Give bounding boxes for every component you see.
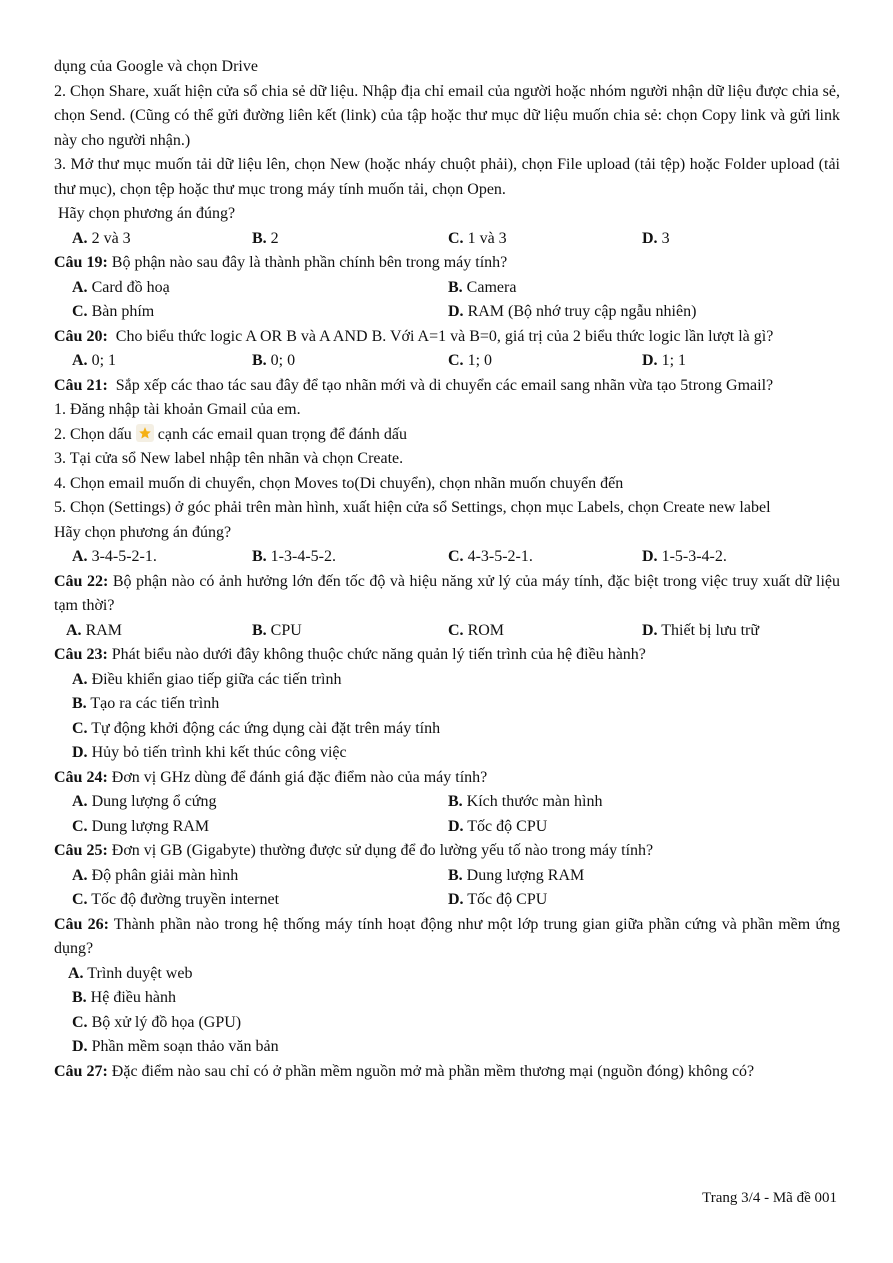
step-1: 1. Đăng nhập tài khoản Gmail của em. (54, 401, 301, 418)
question-26: Câu 26: Thành phần nào trong hệ thống máy tính hoạt động như một lớp trung gian giữa phần cứng và phần mềm ứng dụng? (54, 915, 841, 957)
question-19: Câu 19: Bộ phận nào sau đây là thành phần chính bên trong máy tính? (54, 254, 508, 271)
option-c: C. Dung lượng RAM (72, 817, 210, 835)
text-paragraph: 2. Chọn Share, xuất hiện cửa sổ chia sẻ dữ liệu. Nhập địa chỉ email của người hoặc nhóm người nhận dữ liệu được chia sẻ, chọn Send. (Cũng có thể gửi đường liên kết (link) của tập hoặc thư mục dữ liệu muốn chia sẻ: chọn Copy link và gửi link này cho người nhận.) (54, 82, 840, 149)
question-24: Câu 24: Đơn vị GHz dùng để đánh giá đặc điểm nào của máy tính? (54, 768, 488, 786)
options-row (54, 349, 840, 374)
question-25: Câu 25: Đơn vị GB (Gigabyte) thường được sử dụng để đo lường yếu tố nào trong máy tính? (54, 842, 654, 859)
options-row (54, 545, 840, 570)
option-b: B. Tạo ra các tiến trình (72, 695, 220, 712)
prompt-line: Hãy chọn phương án đúng? (54, 523, 232, 541)
option-b: B. CPU (252, 621, 302, 639)
star-icon (136, 424, 154, 442)
option-d: D. Thiết bị lưu trữ (642, 621, 760, 639)
options-row (54, 815, 840, 840)
question-22: Câu 22: Bộ phận nào có ảnh hưởng lớn đến tốc độ và hiệu năng xử lý của máy tính, đặc biệt trong việc truy xuất dữ liệu tạm thời? (54, 572, 840, 614)
question-20: Câu 20: Cho biểu thức logic A OR B và A AND B. Với A=1 và B=0, giá trị của 2 biểu thức logic lần lượt là gì? (54, 327, 774, 345)
option-a: A. 0; 1 (72, 352, 117, 369)
option-b: B. Kích thước màn hình (448, 793, 603, 810)
option-b: B. 2 (252, 229, 279, 247)
option-a: A. Độ phân giải màn hình (72, 866, 239, 884)
options-row (54, 300, 840, 325)
exam-page (54, 55, 840, 1084)
option-d: D. Tốc độ CPU (448, 891, 548, 908)
option-b: B. Hệ điều hành (72, 989, 176, 1006)
option-b: B. 1-3-4-5-2. (252, 548, 336, 565)
question-23: Câu 23: Phát biểu nào dưới đây không thuộc chức năng quản lý tiến trình của hệ điều hành? (54, 646, 646, 663)
step-5: 5. Chọn (Settings) ở góc phải trên màn hình, xuất hiện cửa sổ Settings, chọn mục Labels, chọn Create new label (54, 499, 771, 516)
options-row (54, 276, 840, 301)
option-c: C. Bàn phím (72, 303, 155, 320)
option-d: D. 1; 1 (642, 352, 687, 369)
option-d: D. Hủy bỏ tiến trình khi kết thúc công việc (72, 744, 347, 761)
option-d: D. 1-5-3-4-2. (642, 548, 727, 565)
option-c: C. Tự động khởi động các ứng dụng cài đặt trên máy tính (72, 719, 441, 737)
option-c: C. 1; 0 (448, 352, 493, 369)
option-c: C. 4-3-5-2-1. (448, 548, 533, 565)
option-c: C. ROM (448, 621, 505, 639)
option-a: A. Trình duyệt web (68, 964, 193, 982)
option-b: B. Camera (448, 278, 517, 296)
options-row (54, 790, 840, 815)
options-row (54, 227, 840, 252)
options-row (54, 619, 840, 644)
text-line: dụng của Google và chọn Drive (54, 58, 258, 75)
option-d: D. 3 (642, 229, 670, 247)
option-a: A. 3-4-5-2-1. (72, 548, 157, 565)
step-3: 3. Tại cửa sổ New label nhập tên nhãn và chọn Create. (54, 450, 404, 467)
text-paragraph: 3. Mở thư mục muốn tải dữ liệu lên, chọn New (hoặc nháy chuột phải), chọn File upload (tải tệp) hoặc Folder upload (tải thư mục), chọn tệp hoặc thư mục trong máy tính muốn tải, chọn Open. (54, 156, 840, 198)
options-row (54, 864, 840, 889)
option-a: A. Dung lượng ổ cứng (72, 793, 217, 810)
option-b: B. 0; 0 (252, 352, 296, 369)
option-d: D. Phần mềm soạn thảo văn bản (72, 1038, 279, 1055)
step-2: 2. Chọn dấu cạnh các email quan trọng để đánh dấu (54, 425, 408, 443)
options-row (54, 888, 840, 913)
option-c: C. Bộ xử lý đồ họa (GPU) (72, 1013, 242, 1031)
option-d: D. Tốc độ CPU (448, 817, 548, 835)
option-a: A. 2 và 3 (72, 229, 131, 247)
prompt-line: Hãy chọn phương án đúng? (54, 205, 236, 222)
option-b: B. Dung lượng RAM (448, 866, 585, 884)
option-a: A. Điều khiển giao tiếp giữa các tiến trình (72, 670, 342, 688)
option-c: C. 1 và 3 (448, 229, 507, 247)
option-d: D. RAM (Bộ nhớ truy cập ngẫu nhiên) (448, 303, 697, 320)
question-27: Câu 27: Đặc điểm nào sau chỉ có ở phần mềm nguồn mở mà phần mềm thương mại (nguồn đóng) không có? (54, 1062, 755, 1080)
step-4: 4. Chọn email muốn di chuyển, chọn Moves to(Di chuyển), chọn nhãn muốn chuyển đến (54, 474, 624, 492)
option-c: C. Tốc độ đường truyền internet (72, 891, 280, 908)
option-a: A. RAM (66, 621, 123, 639)
question-21: Câu 21: Sắp xếp các thao tác sau đây để tạo nhãn mới và di chuyển các email sang nhãn vừa tạo 5trong Gmail? (54, 376, 774, 394)
option-a: A. Card đồ hoạ (72, 278, 170, 296)
page-footer: Trang 3/4 - Mã đề 001 (702, 1190, 837, 1206)
